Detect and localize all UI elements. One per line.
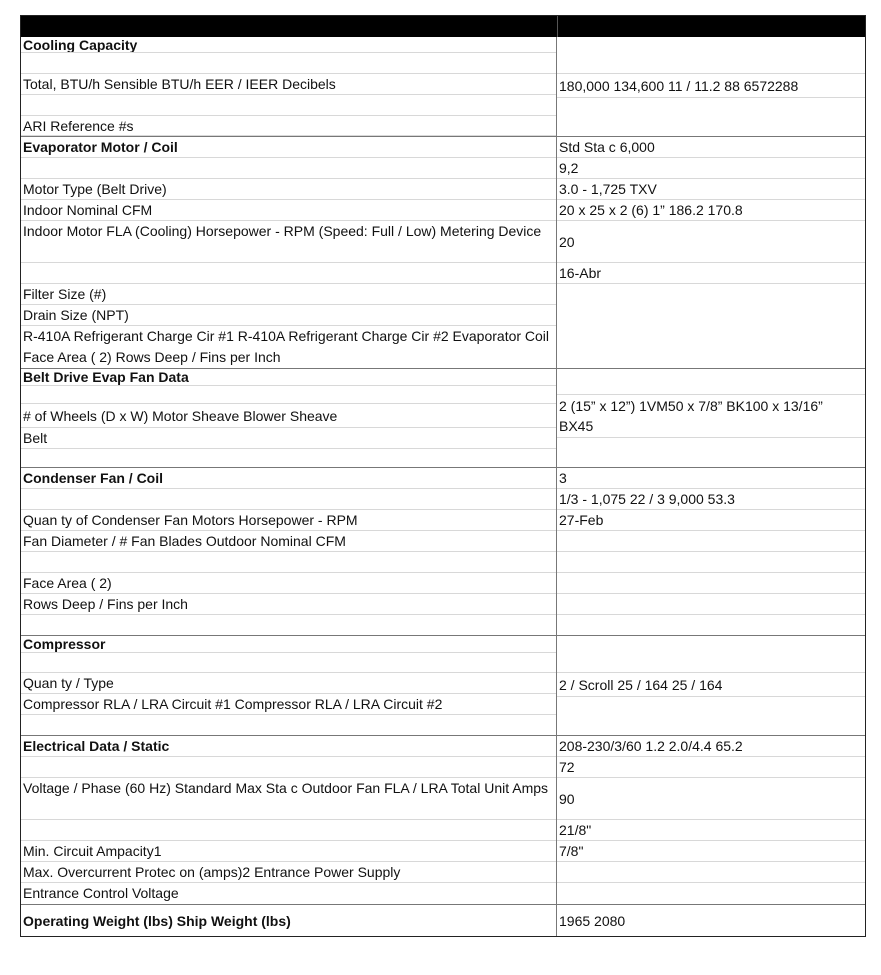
section-evaporator: [21, 136, 865, 368]
spacer: [21, 489, 556, 510]
comp-label-1: Compressor RLA / LRA Circuit #1 Compressor RLA / LRA Circuit #2: [21, 694, 556, 715]
spacer: [557, 284, 865, 368]
evap-label-1: Indoor Nominal CFM: [21, 200, 556, 221]
section-belt: [21, 368, 865, 467]
elec-label-0: Voltage / Phase (60 Hz) Standard Max Sta c Outdoor Fan FLA / LRA Total Unit Amps: [21, 778, 556, 820]
belt-label-1: Belt: [21, 428, 556, 449]
spacer: [21, 386, 556, 404]
comp-value-0: [557, 673, 865, 697]
spacer: [557, 98, 865, 136]
cooling-desc: [21, 74, 556, 95]
spacer: [21, 552, 556, 573]
evap-label-5: R-410A Refrigerant Charge Cir #1 R-410A Refrigerant Charge Cir #2 Evaporator Coil Face Area ( 2) Rows Deep / Fins per Inch: [23, 328, 550, 365]
cond-label-3: Rows Deep / Fins per Inch: [21, 594, 556, 615]
spacer: [557, 615, 865, 635]
condenser-title: Condenser Fan / Coil: [21, 468, 556, 489]
spacer: [21, 449, 556, 467]
comp-label-0: Quan ty / Type: [21, 673, 556, 694]
spacer: [557, 552, 865, 573]
elec-value-2-text: 90: [559, 790, 575, 807]
spacer: [21, 95, 556, 116]
cond-value-0: 3: [557, 468, 865, 489]
electrical-title: Electrical Data / Static: [21, 736, 556, 757]
header-bar: [21, 16, 865, 37]
spacer: [557, 594, 865, 615]
evap-label-0: Motor Type (Belt Drive): [21, 179, 556, 200]
section-cooling: [21, 37, 865, 136]
cond-label-0: Quan ty of Condenser Fan Motors Horsepower - RPM: [21, 510, 556, 531]
spacer: [557, 573, 865, 594]
belt-label-0-text: # of Wheels (D x W) Motor Sheave Blower Sheave: [23, 407, 338, 424]
comp-value-0-text: 2 / Scroll 25 / 164 25 / 164: [559, 676, 723, 693]
weight-values: [557, 905, 865, 936]
spec-table: [20, 15, 866, 937]
elec-value-1: 72: [557, 757, 865, 778]
cooling-title: Cooling Capacity: [21, 37, 556, 53]
belt-label-0: [21, 404, 556, 428]
spacer: [557, 697, 865, 735]
evap-value-3: 20 x 25 x 2 (6) 1” 186.2 170.8: [557, 200, 865, 221]
spacer: [21, 158, 556, 179]
cond-label-1: Fan Diameter / # Fan Blades Outdoor Nominal CFM: [21, 531, 556, 552]
spacer: [557, 438, 865, 467]
weight-title: [21, 905, 556, 936]
cooling-values-text: 180,000 134,600 11 / 11.2 88 6572288: [559, 77, 799, 94]
evap-label-3: Filter Size (#): [21, 284, 556, 305]
cond-label-2: Face Area ( 2): [21, 573, 556, 594]
elec-label-2: Max. Overcurrent Protec on (amps)2 Entrance Power Supply: [21, 862, 556, 883]
elec-label-3: Entrance Control Voltage: [23, 885, 179, 901]
spacer: [21, 757, 556, 778]
cooling-ari-text: ARI Reference #s: [23, 117, 134, 134]
evaporator-title: Evaporator Motor / Coil: [21, 137, 556, 158]
spacer: [21, 820, 556, 841]
elec-value-2: [557, 778, 865, 820]
spacer: [557, 531, 865, 552]
cond-value-2: 27-Feb: [557, 510, 865, 531]
belt-title: Belt Drive Evap Fan Data: [21, 369, 556, 386]
evap-value-4-text: 20: [559, 233, 575, 250]
header-left: [21, 16, 558, 37]
spacer: [21, 653, 556, 673]
compressor-title: Compressor: [21, 636, 556, 653]
spacer: [21, 615, 556, 635]
spacer: [557, 862, 865, 883]
cooling-values: [557, 74, 865, 98]
evap-value-5: 16-Abr: [557, 263, 865, 284]
cooling-ari: [21, 116, 556, 136]
evap-value-4: [557, 221, 865, 263]
elec-value-4: 7/8": [557, 841, 865, 862]
section-compressor: [21, 635, 865, 735]
evap-value-2: 3.0 - 1,725 TXV: [557, 179, 865, 200]
cond-value-1: 1/3 - 1,075 22 / 3 9,000 53.3: [557, 489, 865, 510]
evap-label-2: Indoor Motor FLA (Cooling) Horsepower - RPM (Speed: Full / Low) Metering Device: [21, 221, 556, 263]
evap-value-0: Std Sta c 6,000: [557, 137, 865, 158]
weight-values-text: 1965 2080: [559, 912, 626, 929]
spacer: [557, 636, 865, 673]
section-condenser: [21, 467, 865, 635]
weight-title-text: Operating Weight (lbs) Ship Weight (lbs): [23, 912, 291, 929]
header-right: [558, 16, 865, 37]
evap-value-1: 9,2: [557, 158, 865, 179]
section-weight: [21, 904, 865, 936]
spacer: [21, 263, 556, 284]
spacer: [557, 883, 865, 904]
belt-value-1: BX45: [557, 416, 865, 438]
elec-value-0: 208-230/3/60 1.2 2.0/4.4 65.2: [557, 736, 865, 757]
spacer: [21, 53, 556, 74]
spacer: [557, 369, 865, 395]
evap-label-4: Drain Size (NPT): [21, 305, 556, 326]
spacer: [21, 715, 556, 735]
cooling-desc-text: Total, BTU/h Sensible BTU/h EER / IEER Decibels: [23, 76, 336, 92]
elec-label-1: Min. Circuit Ampacity1: [21, 841, 556, 862]
section-electrical: [21, 735, 865, 904]
spacer: [557, 37, 865, 74]
elec-value-3: 21/8": [557, 820, 865, 841]
belt-value-0: [557, 395, 865, 416]
belt-value-0-text: 2 (15” x 12”) 1VM50 x 7/8” BK100 x 13/16”: [559, 397, 823, 414]
